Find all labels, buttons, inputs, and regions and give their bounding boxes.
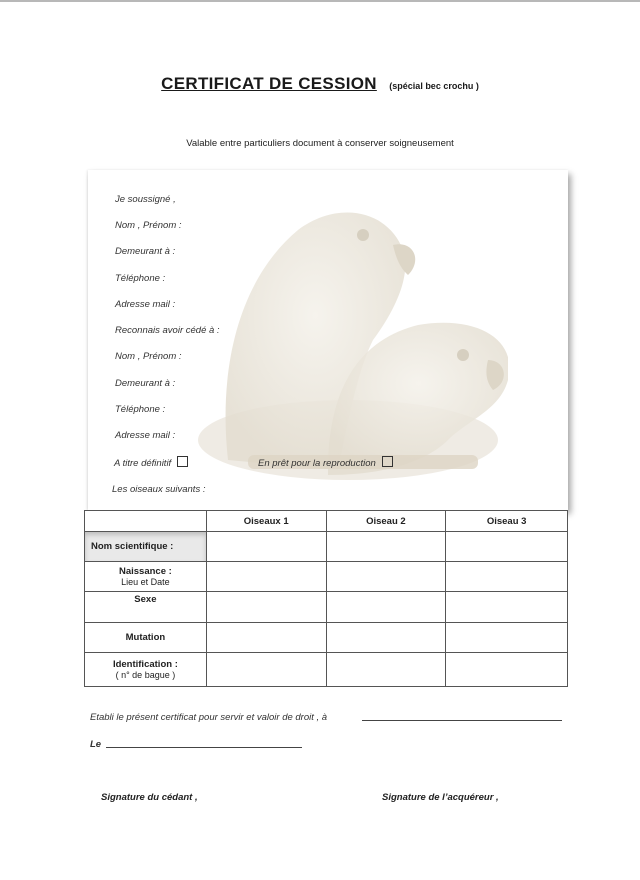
table-row	[85, 623, 568, 653]
row-label-mutation	[85, 623, 207, 653]
field-buyer-phone[interactable]: Téléphone :	[115, 404, 166, 415]
field-seller-phone[interactable]: Téléphone :	[115, 273, 166, 284]
birth-sublabel: Lieu et Date	[121, 577, 170, 587]
table-header-row	[85, 511, 568, 532]
cell-input[interactable]	[446, 532, 568, 562]
table-header-bird-3: Oiseau 3	[446, 511, 568, 532]
definitive-checkbox[interactable]	[177, 456, 188, 467]
option-definitive	[114, 456, 188, 469]
table-row	[85, 592, 568, 623]
cell-input[interactable]	[326, 532, 446, 562]
table-row	[85, 562, 568, 592]
row-label-identification	[85, 653, 207, 687]
identification-sublabel: ( n° de bague )	[115, 670, 176, 680]
field-seller-name[interactable]: Nom , Prénom :	[115, 220, 182, 231]
option-loan-label: En prêt pour la reproduction	[258, 458, 376, 469]
birds-table	[84, 510, 568, 687]
table-row	[85, 653, 568, 687]
document-title: CERTIFICAT DE CESSION	[161, 74, 377, 93]
cell-input[interactable]	[446, 653, 568, 687]
cell-input[interactable]	[206, 562, 326, 592]
signature-buyer: Signature de l’acquéreur ,	[382, 792, 499, 803]
cell-input[interactable]	[326, 653, 446, 687]
scan-edge-line	[0, 0, 640, 2]
field-ceded-to[interactable]: Reconnais avoir cédé à :	[115, 325, 220, 336]
sex-label: Sexe	[134, 594, 157, 605]
seller-buyer-panel	[88, 170, 568, 510]
cell-input[interactable]	[446, 623, 568, 653]
row-label-birth	[85, 562, 207, 592]
mutation-label: Mutation	[125, 632, 166, 643]
table-row	[85, 532, 568, 562]
field-buyer-address[interactable]: Demeurant à :	[115, 378, 176, 389]
cell-input[interactable]	[206, 653, 326, 687]
established-text: Etabli le présent certificat pour servir et valoir de droit , à	[90, 712, 328, 723]
loan-checkbox[interactable]	[382, 456, 393, 467]
cell-input[interactable]	[326, 592, 446, 623]
signature-seller: Signature du cédant ,	[101, 792, 198, 803]
parrots-watermark-illustration	[188, 190, 508, 490]
cell-input[interactable]	[206, 532, 326, 562]
field-undersigned[interactable]: Je soussigné ,	[115, 194, 176, 205]
birth-label: Naissance :	[118, 566, 172, 577]
document-subtitle: (spécial bec crochu )	[389, 81, 479, 91]
option-loan	[258, 456, 393, 469]
row-label-sex	[85, 592, 207, 623]
cell-input[interactable]	[326, 562, 446, 592]
table-header-bird-1: Oiseaux 1	[206, 511, 326, 532]
table-header-bird-2: Oiseau 2	[326, 511, 446, 532]
title-row	[0, 74, 640, 94]
date-label: Le	[90, 739, 102, 750]
identification-label: Identification :	[112, 659, 178, 670]
cell-input[interactable]	[446, 562, 568, 592]
row-label-scientific-name: Nom scientifique :	[85, 532, 207, 562]
date-line[interactable]	[106, 747, 302, 748]
table-header-empty	[85, 511, 207, 532]
birds-intro: Les oiseaux suivants :	[112, 484, 206, 495]
field-buyer-email[interactable]: Adresse mail :	[115, 430, 176, 441]
field-buyer-name[interactable]: Nom , Prénom :	[115, 351, 182, 362]
field-seller-email[interactable]: Adresse mail :	[115, 299, 176, 310]
field-seller-address[interactable]: Demeurant à :	[115, 246, 176, 257]
cell-input[interactable]	[206, 592, 326, 623]
place-line[interactable]	[362, 720, 562, 721]
option-definitive-label: A titre définitif	[114, 458, 172, 469]
cell-input[interactable]	[326, 623, 446, 653]
validity-note: Valable entre particuliers document à conserver soigneusement	[186, 138, 454, 149]
cell-input[interactable]	[206, 623, 326, 653]
cell-input[interactable]	[446, 592, 568, 623]
